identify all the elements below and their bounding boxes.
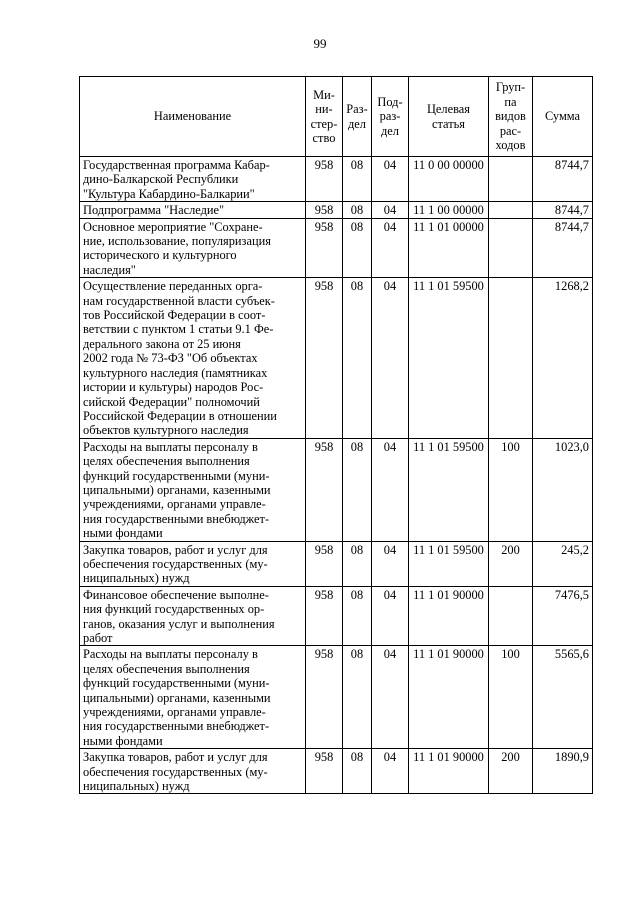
budget-table — [79, 76, 593, 794]
cell-target: 11 1 01 59500 — [409, 541, 489, 586]
cell-name: Закупка товаров, работ и услуг для обеспечения государственных (му- ниципальных) нужд — [80, 541, 306, 586]
cell-amount: 8744,7 — [533, 202, 593, 218]
cell-group — [489, 278, 533, 438]
header-subsection — [372, 77, 409, 157]
header-amount-text: Сумма — [544, 109, 581, 124]
table-row — [80, 278, 593, 438]
table-row — [80, 157, 593, 202]
cell-section: 08 — [343, 218, 372, 278]
cell-section: 08 — [343, 749, 372, 794]
cell-group — [489, 218, 533, 278]
table-body — [80, 157, 593, 794]
cell-amount: 8744,7 — [533, 157, 593, 202]
page-number: 99 — [313, 36, 327, 51]
cell-target: 11 1 01 59500 — [409, 438, 489, 541]
cell-name: Закупка товаров, работ и услуг для обеспечения государственных (му- ниципальных) нужд — [80, 749, 306, 794]
cell-name: Основное мероприятие "Сохране- ние, использование, популяризация исторического и культурного наследия" — [80, 218, 306, 278]
cell-name: Финансовое обеспечение выполне- ния функций государственных ор- ганов, оказания услуг и выполнения работ — [80, 586, 306, 646]
table-row — [80, 202, 593, 218]
cell-section: 08 — [343, 202, 372, 218]
table-row — [80, 646, 593, 749]
cell-target: 11 1 01 00000 — [409, 218, 489, 278]
cell-name: Государственная программа Кабар- дино-Балкарской Республики "Культура Кабардино-Балкарии" — [80, 157, 306, 202]
table-row — [80, 586, 593, 646]
cell-group: 100 — [489, 438, 533, 541]
cell-group — [489, 157, 533, 202]
header-ministry-text: Ми- ни- стер- ство — [310, 87, 338, 145]
header-group — [489, 77, 533, 157]
cell-target: 11 1 00 00000 — [409, 202, 489, 218]
cell-target: 11 0 00 00000 — [409, 157, 489, 202]
cell-subsection: 04 — [372, 438, 409, 541]
table-header-row — [80, 77, 593, 157]
cell-target: 11 1 01 90000 — [409, 646, 489, 749]
header-subsection-text: Под- раз- дел — [377, 94, 403, 138]
table-row — [80, 218, 593, 278]
cell-subsection: 04 — [372, 278, 409, 438]
cell-name: Осуществление переданных орга- нам государственной власти субъек- тов Российской Федерации в соот- ветствии с пунктом 1 статьи 9.1 Фе- дерального закона от 25 июня 2002 года № 73-ФЗ "Об объектах культурного наследия (памятниках истории и культуры) народов Рос- сийской Федерации" полномочий Российской Федерации в отношении объектов культурного наследия — [80, 278, 306, 438]
cell-target: 11 1 01 59500 — [409, 278, 489, 438]
cell-group: 200 — [489, 749, 533, 794]
cell-name: Расходы на выплаты персоналу в целях обеспечения выполнения функций государственными (муни- ципальными) органами, казенными учреждениями, органами управле- ния государственными внебюджет- ными фондами — [80, 646, 306, 749]
cell-group — [489, 202, 533, 218]
cell-section: 08 — [343, 541, 372, 586]
cell-subsection: 04 — [372, 646, 409, 749]
cell-ministry: 958 — [306, 749, 343, 794]
cell-ministry: 958 — [306, 157, 343, 202]
cell-amount: 7476,5 — [533, 586, 593, 646]
cell-target: 11 1 01 90000 — [409, 749, 489, 794]
cell-name: Подпрограмма "Наследие" — [80, 202, 306, 218]
header-group-text: Груп- па видов рас- ходов — [495, 80, 526, 153]
cell-group: 100 — [489, 646, 533, 749]
cell-subsection: 04 — [372, 749, 409, 794]
header-target — [409, 77, 489, 157]
cell-name: Расходы на выплаты персоналу в целях обеспечения выполнения функций государственными (муни- ципальными) органами, казенными учреждениями, органами управле- ния государственными внебюджет- ными фондами — [80, 438, 306, 541]
header-name-text: Наименование — [153, 109, 232, 124]
cell-section: 08 — [343, 586, 372, 646]
cell-section: 08 — [343, 157, 372, 202]
cell-section: 08 — [343, 438, 372, 541]
cell-ministry: 958 — [306, 202, 343, 218]
header-amount — [533, 77, 593, 157]
cell-subsection: 04 — [372, 202, 409, 218]
cell-subsection: 04 — [372, 541, 409, 586]
cell-amount: 245,2 — [533, 541, 593, 586]
cell-ministry: 958 — [306, 218, 343, 278]
cell-amount: 1023,0 — [533, 438, 593, 541]
cell-section: 08 — [343, 646, 372, 749]
header-ministry — [306, 77, 343, 157]
cell-group — [489, 586, 533, 646]
header-section — [343, 77, 372, 157]
table-row — [80, 541, 593, 586]
cell-ministry: 958 — [306, 646, 343, 749]
cell-target: 11 1 01 90000 — [409, 586, 489, 646]
cell-ministry: 958 — [306, 438, 343, 541]
table-row — [80, 438, 593, 541]
cell-group: 200 — [489, 541, 533, 586]
cell-ministry: 958 — [306, 278, 343, 438]
cell-amount: 8744,7 — [533, 218, 593, 278]
cell-subsection: 04 — [372, 157, 409, 202]
cell-amount: 1268,2 — [533, 278, 593, 438]
header-name — [80, 77, 306, 157]
header-target-text: Целевая статья — [426, 102, 471, 131]
cell-subsection: 04 — [372, 586, 409, 646]
cell-ministry: 958 — [306, 541, 343, 586]
cell-amount: 1890,9 — [533, 749, 593, 794]
cell-ministry: 958 — [306, 586, 343, 646]
cell-subsection: 04 — [372, 218, 409, 278]
cell-section: 08 — [343, 278, 372, 438]
table-row — [80, 749, 593, 794]
header-section-text: Раз- дел — [346, 102, 368, 131]
cell-amount: 5565,6 — [533, 646, 593, 749]
